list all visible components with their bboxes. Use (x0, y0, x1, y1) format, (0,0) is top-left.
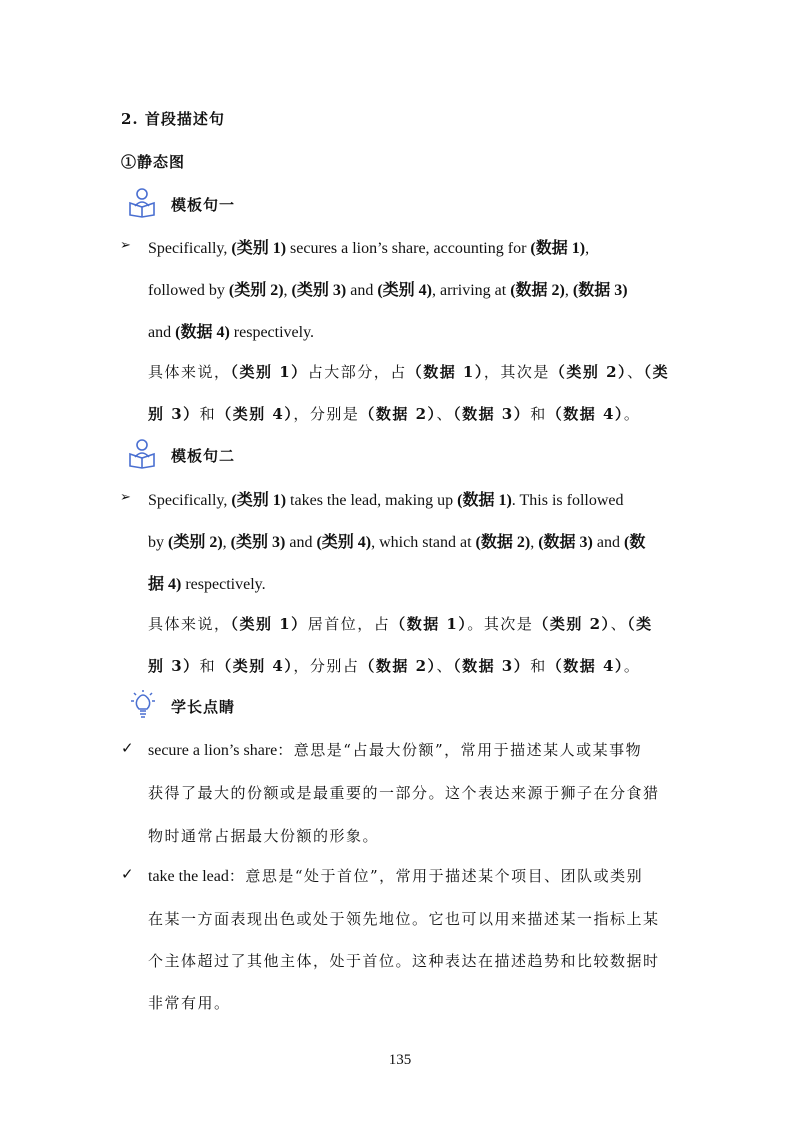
text: 。 (623, 657, 641, 675)
subsection-title: ①静态图 (121, 153, 186, 171)
text: 、 (436, 405, 454, 423)
text: 具体来说， (148, 363, 231, 381)
text: 和 (530, 405, 547, 423)
placeholder-category4: (类别 4) (316, 534, 372, 551)
placeholder-data2: (数据 2) (510, 282, 565, 299)
placeholder-category3: (类别 3) (230, 534, 286, 551)
text: 和 (530, 657, 547, 675)
placeholder: 别 3） (148, 405, 200, 423)
arrow-bullet-icon: ➢ (120, 490, 131, 505)
template2-cn-line1 (148, 613, 653, 634)
text: takes the lead, making up (286, 492, 458, 509)
text: ：意思是“占最大份额”，常用于描述某人或某事物 (277, 741, 643, 759)
placeholder-data1: (数据 1) (530, 240, 586, 257)
placeholder-category2: (类别 2) (168, 534, 223, 551)
text: Specifically, (148, 492, 232, 509)
placeholder-data1: (数据 1) (457, 492, 512, 509)
tips-label: 学长点睛 (171, 698, 236, 716)
text: and (346, 282, 378, 299)
text: ，分别是 (293, 405, 360, 423)
placeholder: 别 3） (148, 657, 200, 675)
term: secure a lion’s share (148, 742, 278, 759)
placeholder-category1: (类别 1) (231, 240, 287, 257)
reader-icon (126, 186, 158, 222)
text: , arriving at (432, 282, 511, 299)
check-icon: ✓ (121, 865, 134, 883)
text: 和 (199, 405, 217, 423)
placeholder: （数据 3） (453, 657, 531, 675)
text: Specifically, (148, 240, 232, 257)
tip2-line4: 非常有用。 (148, 994, 231, 1012)
placeholder-category4: (类别 4) (377, 282, 432, 299)
text: 。其次是 (467, 615, 534, 633)
placeholder: （类 (643, 363, 670, 381)
text: and (592, 534, 624, 551)
placeholder: （数据 1） (390, 615, 468, 633)
lightbulb-icon (127, 689, 159, 723)
text: , which stand at (371, 534, 476, 551)
placeholder: （类别 2） (549, 363, 628, 381)
placeholder: （数据 4） (546, 657, 624, 675)
placeholder-data4: 据 4) (148, 576, 182, 593)
text: 、 (627, 363, 644, 381)
placeholder-data4: (数 (624, 534, 646, 551)
template1-label: 模板句一 (171, 196, 236, 214)
text: by (148, 534, 168, 551)
placeholder: （类别 2） (533, 615, 611, 633)
template2-cn-line2 (148, 655, 640, 676)
text: 。 (623, 405, 641, 423)
text: , (222, 534, 231, 551)
term: take the lead (148, 868, 229, 885)
placeholder: （类别 4） (216, 657, 294, 675)
reader-icon (126, 437, 158, 473)
placeholder-data3: (数据 3) (538, 534, 593, 551)
template2-en-line3 (148, 571, 266, 594)
placeholder-data2: (数据 2) (475, 534, 531, 551)
section-title: 2. 首段描述句 (121, 110, 225, 128)
text: 具体来说， (148, 615, 231, 633)
text: 和 (199, 657, 217, 675)
template1-cn-line2 (148, 403, 640, 424)
placeholder: （类 (627, 615, 653, 633)
page-number: 135 (388, 1052, 412, 1068)
text: 、 (436, 657, 454, 675)
template2-en-line1 (148, 487, 623, 510)
text: respectively. (181, 576, 266, 593)
check-icon: ✓ (121, 739, 134, 757)
placeholder: （类别 1） (230, 363, 308, 381)
template1-cn-line1 (148, 361, 669, 382)
placeholder-data4: (数据 4) (175, 324, 230, 341)
template2-en-line2 (148, 529, 645, 552)
placeholder: （类别 4） (216, 405, 294, 423)
text: , (585, 240, 590, 257)
text: ，分别占 (293, 657, 360, 675)
tip2-line2: 在某一方面表现出色或处于领先地位。它也可以用来描述某一指标上某 (148, 910, 660, 928)
template1-en-line3 (148, 319, 314, 342)
placeholder-category3: (类别 3) (291, 282, 347, 299)
placeholder: （类别 1） (230, 615, 308, 633)
tip2-line3: 个主体超过了其他主体，处于首位。这种表达在描述趋势和比较数据时 (148, 952, 660, 970)
placeholder-category2: (类别 2) (228, 282, 284, 299)
text: 、 (610, 615, 628, 633)
placeholder: （数据 3） (453, 405, 531, 423)
template1-en-line2 (148, 277, 628, 300)
text: . This is followed (511, 492, 624, 509)
placeholder-data3: (数据 3) (572, 282, 628, 299)
text: and (148, 324, 176, 341)
tip1-line2: 获得了最大的份额或是最重要的一部分。这个表达来源于狮子在分食猎 (148, 784, 660, 802)
tip2-line1 (148, 865, 643, 886)
template2-label: 模板句二 (171, 447, 236, 465)
placeholder: （数据 2） (359, 405, 437, 423)
text: respectively. (229, 324, 315, 341)
text: , (564, 282, 573, 299)
arrow-bullet-icon: ➢ (120, 238, 131, 253)
text: ，其次是 (483, 363, 550, 381)
text: , (530, 534, 539, 551)
text: ：意思是“处于首位”，常用于描述某个项目、团队或类别 (228, 867, 644, 885)
placeholder: （数据 1） (406, 363, 484, 381)
placeholder: （数据 4） (546, 405, 624, 423)
text: and (285, 534, 317, 551)
text: 居首位，占 (307, 615, 391, 633)
placeholder-category1: (类别 1) (231, 492, 287, 509)
tip1-line1 (148, 739, 642, 760)
template1-en-line1 (148, 235, 589, 258)
text: secures a lion’s share, accounting for (286, 240, 531, 257)
text: 占大部分，占 (307, 363, 407, 381)
placeholder: （数据 2） (359, 657, 437, 675)
text: , (283, 282, 292, 299)
text: followed by (148, 282, 229, 299)
tip1-line3: 物时通常占据最大份额的形象。 (148, 827, 380, 845)
